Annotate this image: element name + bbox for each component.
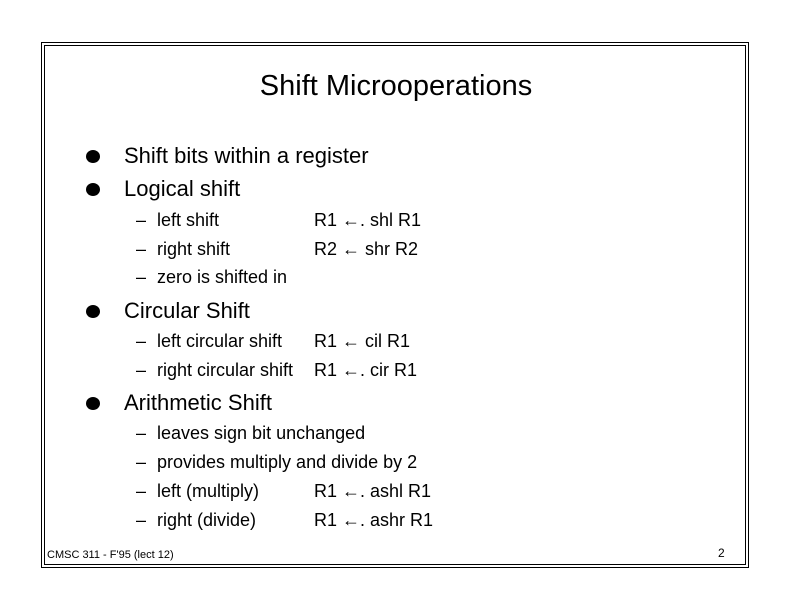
sub-item-text: left (multiply) [157, 481, 260, 501]
page-number: 2 [718, 546, 725, 560]
dash: – [136, 210, 147, 230]
microoperation-expression: R1 ←. ashl R1 [314, 481, 432, 501]
slide-title: Shift Microoperations [259, 70, 533, 102]
microoperation-expression: R1 ←. cir R1 [314, 360, 418, 380]
dash: – [136, 239, 147, 259]
sub-item-text: zero is shifted in [157, 267, 288, 287]
bullet-dot-icon [86, 150, 100, 163]
sub-item-text: right shift [157, 239, 231, 259]
sub-item-text: right circular shift [157, 360, 294, 380]
bullet-text: Shift bits within a register [124, 143, 369, 168]
microoperation-expression: R1 ←. shl R1 [314, 210, 422, 230]
sub-item-text: left shift [157, 210, 220, 230]
bullet-dot-icon [86, 305, 100, 318]
dash: – [136, 481, 147, 501]
dash: – [136, 510, 147, 530]
dash: – [136, 452, 147, 472]
dash: – [136, 423, 147, 443]
bullet-dot-icon [86, 397, 100, 410]
microoperation-expression: R1 ← cil R1 [314, 331, 411, 351]
sub-item-text: right (divide) [157, 510, 257, 530]
bullet-text: Arithmetic Shift [124, 390, 272, 415]
dash: – [136, 331, 147, 351]
dash: – [136, 267, 147, 287]
slide-footer: CMSC 311 - F'95 (lect 12) [47, 549, 174, 561]
dash: – [136, 360, 147, 380]
sub-item-text: left circular shift [157, 331, 283, 351]
microoperation-expression: R1 ←. ashr R1 [314, 510, 434, 530]
sub-item-text: provides multiply and divide by 2 [157, 452, 418, 472]
sub-item-text: leaves sign bit unchanged [157, 423, 366, 443]
microoperation-expression: R2 ← shr R2 [314, 239, 419, 259]
bullet-text: Circular Shift [124, 298, 250, 323]
bullet-text: Logical shift [124, 176, 241, 201]
bullet-dot-icon [86, 183, 100, 196]
